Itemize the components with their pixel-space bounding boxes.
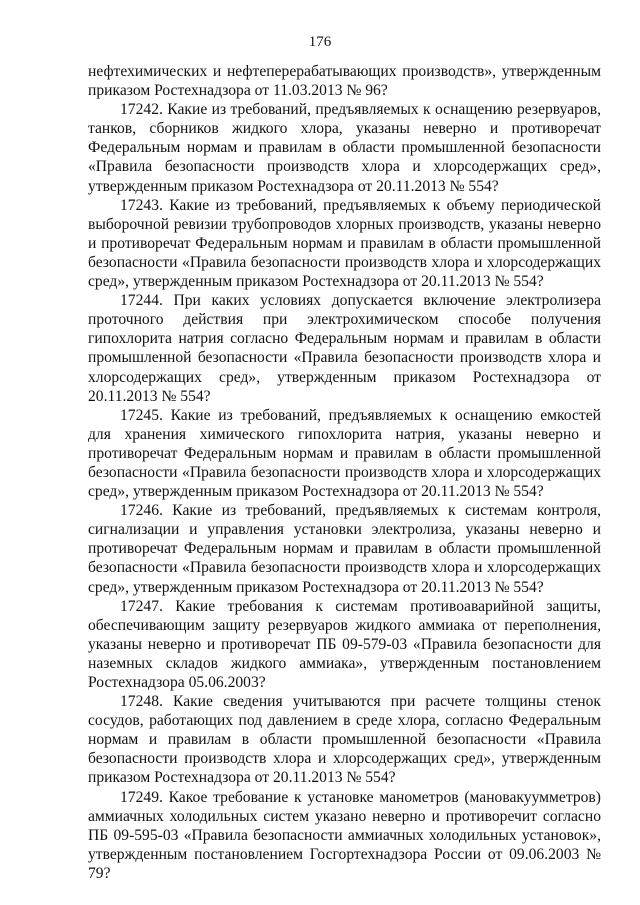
question-17249: 17249. Какое требование к установке манометров (мановакуумметров) аммиачных холодильных систем указано неверно и противоречит согласно ПБ 09-595-03 «Правила безопасности аммиачных холодильных установок», утвержденным постановлением Госгортехнадзора России от 09.06.2003 № 79? (88, 788, 601, 882)
continuation-paragraph: нефтехимических и нефтеперерабатывающих производств», утвержденным приказом Ростехнадзора от 11.03.2013 № 96? (88, 63, 601, 100)
question-17248: 17248. Какие сведения учитываются при расчете толщины стенок сосудов, работающих под давлением в среде хлора, согласно Федеральным нормам и правилам в области промышленной безопасности «Правила безопасности производств хлора и хлорсодержащих сред», утвержденным приказом Ростехнадзора от 20.11.2013 № 554? (88, 693, 601, 787)
page-body (88, 62, 601, 883)
question-17246: 17246. Какие из требований, предъявляемых к системам контроля, сигнализации и управления установки электролиза, указаны неверно и противоречат Федеральным нормам и правилам в области промышленной безопасности «Правила безопасности производств хлора и хлорсодержащих сред», утвержденным приказом Ростехнадзора от 20.11.2013 № 554? (88, 502, 601, 596)
question-17243: 17243. Какие из требований, предъявляемых к объему периодической выборочной ревизии трубопроводов хлорных производств, указаны неверно и противоречат Федеральным нормам и правилам в области промышленной безопасности «Правила безопасности производств хлора и хлорсодержащих сред», утвержденным приказом Ростехнадзора от 20.11.2013 № 554? (88, 196, 601, 291)
question-17242: 17242. Какие из требований, предъявляемых к оснащению резервуаров, танков, сборников жидкого хлора, указаны неверно и противоречат Федеральным нормам и правилам в области промышленной безопасности «Правила безопасности производств хлора и хлорсодержащих сред», утвержденным приказом Ростехнадзора от 20.11.2013 № 554? (88, 101, 601, 195)
question-17247: 17247. Какие требования к системам противоаварийной защиты, обеспечивающим защиту резервуаров жидкого аммиака от переполнения, указаны неверно и противоречат ПБ 09-579-03 «Правила безопасности для наземных складов жидкого аммиака», утвержденным постановлением Ростехнадзора 05.06.2003? (88, 597, 601, 691)
page-number: 176 (308, 34, 332, 50)
question-17245: 17245. Какие из требований, предъявляемых к оснащению емкостей для хранения химического гипохлорита натрия, указаны неверно и противоречат Федеральным нормам и правилам в области промышленной безопасности «Правила безопасности производств хлора и хлорсодержащих сред», утвержденным приказом Ростехнадзора от 20.11.2013 № 554? (88, 406, 601, 501)
question-17244: 17244. При каких условиях допускается включение электролизера проточного действия при электрохимическом способе получения гипохлорита натрия согласно Федеральным нормам и правилам в области промышленной безопасности «Правила безопасности производств хлора и хлорсодержащих сред», утвержденным приказом Ростехнадзора от 20.11.2013 № 554? (88, 292, 601, 405)
